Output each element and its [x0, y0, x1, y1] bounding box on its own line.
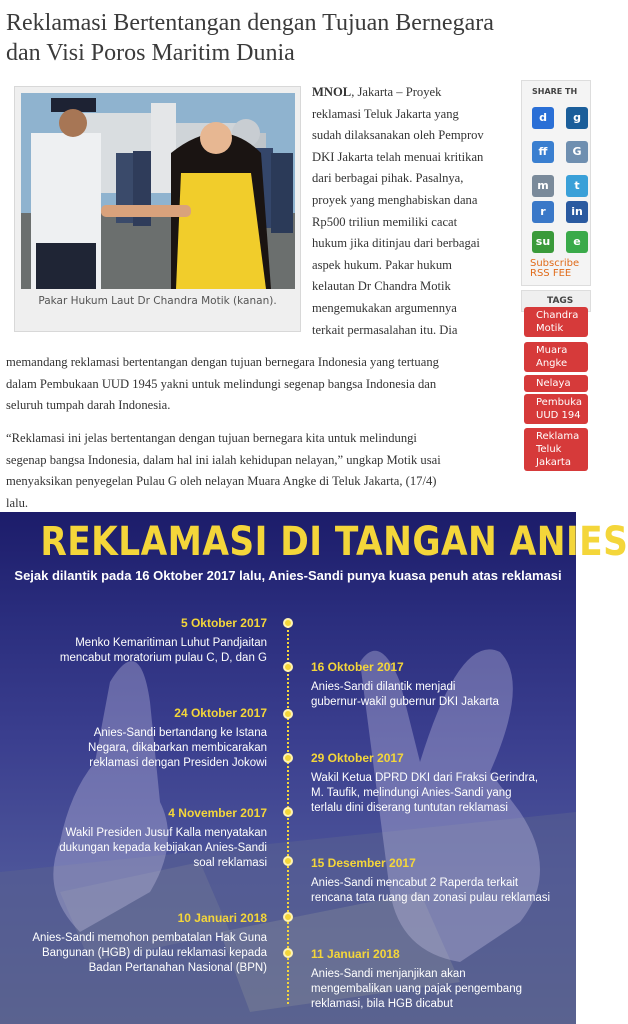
paragraph-line: memandang reklamasi bertentangan dengan tujuan bernegara Indonesia yang tertuang — [6, 355, 439, 369]
event-date: 29 Oktober 2017 — [311, 751, 404, 765]
timeline-event — [311, 947, 522, 1012]
paragraph-line: MNOL, Jakarta – Proyek — [312, 85, 442, 99]
article-headline[interactable] — [6, 8, 606, 68]
evernote-icon[interactable]: e — [566, 231, 588, 253]
paragraph-line: hukum jika ditinjau dari berbagai — [312, 236, 480, 251]
paragraph-line: Rp500 triliun memiliki cacat — [312, 214, 458, 229]
event-date: 5 Oktober 2017 — [180, 616, 267, 630]
timeline-dot — [283, 912, 293, 922]
article-section — [0, 0, 583, 512]
rss-label: RSS FEE — [530, 268, 572, 279]
article-paragraph-1-bottom — [6, 352, 511, 417]
paragraph-line: dari berbagai pihak. Pasalnya, — [312, 171, 464, 186]
infographic-subtitle: Sejak dilantik pada 16 Oktober 2017 lalu, Anies-Sandi punya kuasa penuh atas reklamasi — [14, 568, 562, 583]
delicious-icon[interactable]: d — [532, 107, 554, 129]
timeline-dot — [283, 618, 293, 628]
event-description: Anies-Sandi dilantik menjadi gubernur-wakil gubernur DKI Jakarta — [311, 681, 499, 708]
timeline-event — [60, 616, 267, 666]
paragraph-line: seluruh tumpah darah Indonesia. — [6, 398, 171, 413]
google-icon[interactable]: G — [566, 141, 588, 163]
tag-muara-angke[interactable]: Muara Angke — [524, 342, 588, 372]
rss-feed-link[interactable] — [530, 259, 579, 279]
photo-illustration — [21, 93, 295, 289]
article-paragraph-1-top — [312, 82, 517, 341]
tag-reklamasi-teluk-jakarta[interactable]: Reklama Teluk Jakarta — [524, 428, 588, 471]
event-date: 24 Oktober 2017 — [174, 706, 267, 720]
paragraph-line: proyek yang menghabiskan dana — [312, 192, 478, 207]
paragraph-line: aspek hukum. Pakar hukum — [312, 257, 452, 272]
event-description: Anies-Sandi menjanjikan akan mengembalikan uang pajak pengembang reklamasi, bila HGB dicabut — [311, 968, 522, 1010]
tag-pembukaan-uud[interactable]: Pembuka UUD 194 — [524, 394, 588, 424]
photo-caption: Pakar Hukum Laut Dr Chandra Motik (kanan). — [38, 295, 277, 307]
event-description: Anies-Sandi mencabut 2 Raperda terkait rencana tata ruang dan zonasi pulau reklamasi — [311, 877, 551, 904]
paragraph-line: dalam Pembukaan UUD 1945 yakni untuk melindungi segenap bangsa Indonesia dan — [6, 376, 437, 391]
tags-title: TAGS — [547, 296, 574, 306]
timeline-event — [311, 751, 538, 816]
event-date: 11 Januari 2018 — [311, 947, 400, 961]
timeline-event — [32, 911, 267, 976]
event-date: 4 November 2017 — [168, 806, 267, 820]
tag-chandra-motik[interactable]: Chandra Motik — [524, 307, 588, 337]
sidebar — [521, 80, 591, 480]
paragraph-line: mengemukakan argumennya — [312, 300, 457, 315]
paragraph-line: sudah dilaksanakan oleh Pemprov — [312, 128, 484, 143]
paragraph-line: menyaksikan penyegelan Pulau G oleh nelayan Muara Angke di Teluk Jakarta, (17/4) — [6, 474, 437, 489]
paragraph-line: kelautan Dr Chandra Motik — [312, 279, 451, 294]
digg-icon[interactable]: g — [566, 107, 588, 129]
subscribe-label: Subscribe — [530, 258, 580, 269]
stumbleupon-icon[interactable]: su — [532, 231, 554, 253]
paragraph-line: lalu. — [6, 495, 29, 510]
event-description: Menko Kemaritiman Luhut Pandjaitan mencabut moratorium pulau C, D, dan G — [59, 637, 267, 664]
friendfeed-icon[interactable]: ff — [532, 141, 554, 163]
timeline-event — [59, 806, 267, 871]
timeline-dot — [283, 856, 293, 866]
article-photo — [21, 93, 295, 289]
headline-line-2: dan Visi Poros Maritim Dunia — [6, 40, 295, 66]
event-date: 15 Desember 2017 — [311, 856, 416, 870]
headline-line-1: Reklamasi Bertentangan dengan Tujuan Bernegara — [6, 10, 494, 36]
timeline-dot — [283, 662, 293, 672]
timeline-event — [311, 856, 550, 906]
infographic — [0, 512, 628, 1024]
paragraph-line: “Reklamasi ini jelas bertentangan dengan tujuan bernegara kita untuk melindungi — [6, 431, 417, 445]
article-paragraph-2 — [6, 428, 511, 514]
reddit-icon[interactable]: r — [532, 201, 554, 223]
linkedin-icon[interactable]: in — [566, 201, 588, 223]
timeline-event — [88, 706, 267, 771]
paragraph-line: DKI Jakarta telah menuai kritikan — [312, 149, 484, 164]
paragraph-line: segenap bangsa Indonesia, dalam hal ini ialah kehidupan nelayan,” ungkap Motik usai — [6, 452, 441, 467]
timeline-event — [311, 660, 499, 710]
timeline-dot — [283, 709, 293, 719]
timeline-dot — [283, 807, 293, 817]
event-description: Anies-Sandi bertandang ke Istana Negara, dikabarkan membicarakan reklamasi dengan Presiden Jokowi — [88, 727, 267, 769]
event-date: 16 Oktober 2017 — [311, 660, 404, 674]
myspace-icon[interactable]: m — [532, 175, 554, 197]
event-date: 10 Januari 2018 — [177, 911, 267, 925]
infographic-title: REKLAMASI DI TANGAN ANIES — [40, 519, 628, 565]
byline-source: MNOL — [312, 85, 352, 99]
event-description: Wakil Ketua DPRD DKI dari Fraksi Gerindra, M. Taufik, melindungi Anies-Sandi yang terlalu dini diserang tuntutan reklamasi — [311, 772, 539, 814]
event-description: Wakil Presiden Jusuf Kalla menyatakan dukungan kepada kebijakan Anies-Sandi soal reklamasi — [59, 827, 267, 869]
tag-nelayan[interactable]: Nelaya — [524, 375, 588, 392]
event-description: Anies-Sandi memohon pembatalan Hak Guna Bangunan (HGB) di pulau reklamasi kepada Badan Pertanahan Nasional (BPN) — [32, 932, 267, 974]
share-panel — [521, 80, 591, 286]
timeline-dot — [283, 753, 293, 763]
paragraph-line: reklamasi Teluk Jakarta yang — [312, 106, 459, 121]
paragraph-line: terkait permasalahan itu. Dia — [312, 322, 458, 337]
photo-figure — [14, 86, 301, 332]
timeline-dot — [283, 948, 293, 958]
twitter-icon[interactable]: t — [566, 175, 588, 197]
share-panel-title: SHARE TH — [532, 87, 578, 96]
